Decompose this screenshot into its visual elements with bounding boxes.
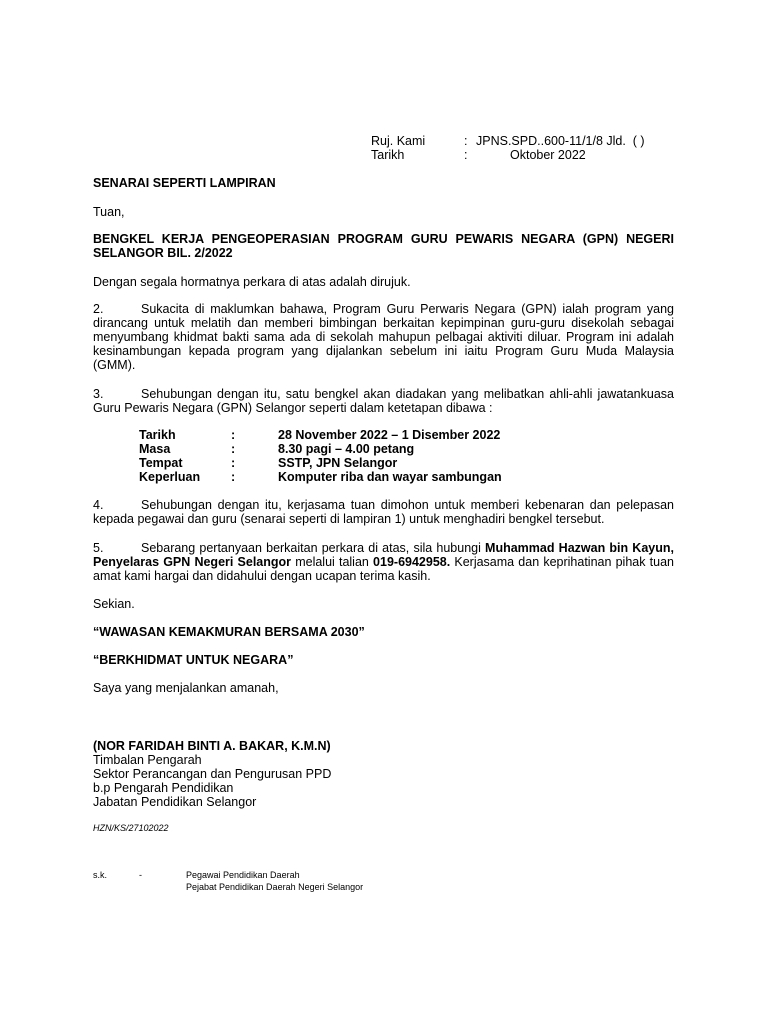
paragraph-5 xyxy=(93,541,674,583)
contact-phone: 019-6942958. xyxy=(373,555,451,569)
paragraph-3-text: Sehubungan dengan itu, satu bengkel akan diadakan yang melibatkan ahli-ahli jawatankuasa Guru Pewaris Negara (GPN) Selangor seperti dalam ketetapan dibawa : xyxy=(93,387,674,415)
details-value: Komputer riba dan wayar sambungan xyxy=(278,470,502,484)
cc-line-2: Pejabat Pendidikan Daerah Negeri Selangor xyxy=(186,882,364,892)
paragraph-4-text: Sehubungan dengan itu, kerjasama tuan dimohon untuk memberi kebenaran dan pelepasan kepada pegawai dan guru (senarai seperti di lampiran 1) untuk menghadiri bengkel tersebut. xyxy=(93,498,674,526)
details-label: Keperluan xyxy=(139,470,201,484)
reference-tarikh-row xyxy=(371,148,586,162)
details-colon: : xyxy=(231,428,236,442)
cc-line-1: Pegawai Pendidikan Daerah xyxy=(186,870,300,880)
paragraph-4 xyxy=(93,498,674,526)
details-label: Masa xyxy=(139,442,171,456)
motto-wawasan: “WAWASAN KEMAKMURAN BERSAMA 2030” xyxy=(93,625,365,639)
details-row-tarikh xyxy=(139,428,502,442)
ruj-paren: ( ) xyxy=(632,134,645,148)
subject-heading: BENGKEL KERJA PENGEOPERASIAN PROGRAM GURU PEWARIS NEGARA (GPN) NEGERI SELANGOR BIL. 2/2022 xyxy=(93,232,674,260)
event-details xyxy=(139,428,502,484)
details-colon: : xyxy=(231,456,236,470)
paragraph-3 xyxy=(93,387,674,415)
details-label: Tempat xyxy=(139,456,183,470)
intro-paragraph: Dengan segala hormatnya perkara di atas adalah dirujuk. xyxy=(93,275,411,289)
paragraph-2-number: 2. xyxy=(93,302,104,316)
details-row-tempat xyxy=(139,456,502,470)
tarikh-value: Oktober 2022 xyxy=(510,148,586,162)
closing: Sekian. xyxy=(93,597,135,611)
signatory-name: (NOR FARIDAH BINTI A. BAKAR, K.M.N) xyxy=(93,739,331,753)
paragraph-5-number: 5. xyxy=(93,541,104,555)
details-row-masa xyxy=(139,442,502,456)
file-reference: HZN/KS/27102022 xyxy=(93,823,169,833)
details-colon: : xyxy=(231,470,236,484)
details-value: 8.30 pagi – 4.00 petang xyxy=(278,442,415,456)
paragraph-2-text: Sukacita di maklumkan bahawa, Program Guru Perwaris Negara (GPN) ialah program yang dirancang untuk melatih dan memberi bimbingan berkaitan kepimpinan guru-guru disekolah sebagai menyumbang khidmat bakti sama ada di sekolah mahupun pelbagai aktiviti diluar. Program ini adalah kesinambungan kepada program yang dijalankan sebelum ini iaitu Program Guru Muda Malaysia (GMM). xyxy=(93,302,674,372)
paragraph-5-text-a: Sebarang pertanyaan berkaitan perkara di atas, sila hubungi xyxy=(141,541,486,555)
details-row-keperluan xyxy=(139,470,502,484)
ruj-label: Ruj. Kami xyxy=(371,134,426,148)
paragraph-5-text-c: Kerjasama dan keprihatinan pihak tuan amat kami hargai dan didahului dengan ucapan terima kasih. xyxy=(93,555,674,583)
details-value: 28 November 2022 – 1 Disember 2022 xyxy=(278,428,501,442)
contact-name: Muhammad Hazwan bin Kayun, Penyelaras GPN Negeri Selangor xyxy=(93,541,674,569)
signatory-block xyxy=(93,739,331,809)
paragraph-2 xyxy=(93,302,674,372)
signatory-dept: Jabatan Pendidikan Selangor xyxy=(93,795,257,809)
sign-intro: Saya yang menjalankan amanah, xyxy=(93,681,279,695)
paragraph-4-number: 4. xyxy=(93,498,104,512)
signatory-bp: b.p Pengarah Pendidikan xyxy=(93,781,234,795)
salutation: Tuan, xyxy=(93,205,125,219)
signatory-sector: Sektor Perancangan dan Pengurusan PPD xyxy=(93,767,332,781)
signatory-title: Timbalan Pengarah xyxy=(93,753,202,767)
cc-label: s.k. xyxy=(93,870,108,880)
tarikh-colon: : xyxy=(464,148,468,162)
ruj-value: JPNS.SPD..600-11/1/8 Jld. xyxy=(476,134,626,148)
paragraph-3-number: 3. xyxy=(93,387,104,401)
motto-berkhidmat: “BERKHIDMAT UNTUK NEGARA” xyxy=(93,653,294,667)
paragraph-5-text-b: melalui talian xyxy=(291,555,374,569)
details-colon: : xyxy=(231,442,236,456)
tarikh-label: Tarikh xyxy=(371,148,405,162)
details-label: Tarikh xyxy=(139,428,176,442)
reference-ruj-row xyxy=(371,134,645,148)
recipient: SENARAI SEPERTI LAMPIRAN xyxy=(93,176,276,190)
ruj-colon: : xyxy=(464,134,468,148)
cc-dash: - xyxy=(139,870,142,880)
details-value: SSTP, JPN Selangor xyxy=(278,456,398,470)
